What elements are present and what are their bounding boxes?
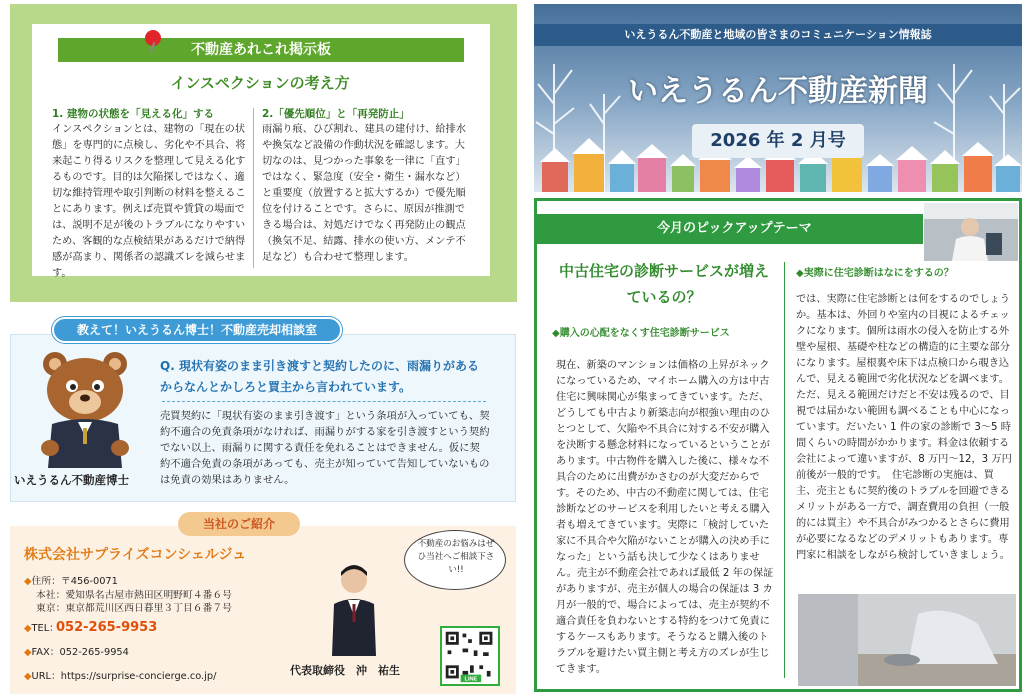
company-address-hq: 本社：愛知県名古屋市熱田区明野町４番６号 [36,590,232,601]
company-tel-label: ◆TEL： [24,623,59,634]
feature-subheading-1: ◆購入の心配をなくす住宅診断サービス [552,328,730,339]
company-address-tokyo: 東京：東京都荒川区西日暮里３丁目６番７号 [36,603,232,614]
question-divider [162,401,486,402]
company-banner-text: 当社のご紹介 [202,517,275,531]
board-subtitle: インスペクションの考え方 [170,74,350,92]
qa-question: Q. 現状有姿のまま引き渡すと契約したのに、雨漏りがあるからなんとかしろと買主から言われています。 [160,359,479,394]
board-section-1-heading: 1. 建物の状態を「見える化」する [52,108,214,120]
feature-title: 中古住宅の診断サービスが増えているの？ [558,262,769,306]
floor-inspection-photo [798,594,1016,686]
feature-bar-text: 今月のピックアップテーマ [657,221,812,236]
qa-answer: 売買契約に「現状有姿のまま引き渡す」という条項が入っていても、契約不適合の免責条項がなければ、雨漏りがする家を引き渡すという契約でない以上、雨漏りに関する責任を免れることはできません。仮に契約不適合免責の条項があっても、売主が知っていて告知していないものは免責の効果はありません。 [160,410,490,486]
board-section-1-body: インスペクションとは、建物の「現在の状態」を専門的に点検し、劣化や不具合、将来起こり得るリスクを整理して見える化するものです。目的は欠陥探しではなく、適切な維持管理や取引判断の材料を整えることにあります。例えば売買や賃貸の場面では、説明不足が後のトラブルになりやすいため、客観的な点検結果があるだけで納得感が高まり、関係者の認識ズレを減らせます。 [52,124,246,279]
qa-banner-text: 教えて！いえうるん博士！不動産売却相談室 [76,323,317,337]
qr-line-label: LINE [464,676,478,683]
feature-column-divider [784,262,785,678]
feature-body-1: 現在、新築のマンションは価格の上昇がネックになっているため、マイホーム購入の方は中古住宅に興味関心が集まってきています。ただ、どうしても中古より新築志向が根強い理由のひとつとして、欠陥や不具合に対する不安が購入を決断する懸念材料になっているということがあります。中古物件を購入した後に、様々な不具合のために出費がかさむのが大変だからです。そのため、中古の不動産に関しては、住宅診断などのサービスを利用したいと考える購入者も増えてきています。実際に「検討していた家に不具合や欠陥がないことが購入の決め手になった」という話も決して少なくはありません。売主が不動産会社であれば最低 2 年の保証がありますが、売主が個人の場合の保証は 3 カ月が一般的で、場合によっては、売主が契約不適合責任を負わないとする特約をつけて免責にするケースもあります。そうなると購入後のトラブルを避けたい買主側と考え方のズレが生じてきます。 [556,360,774,675]
tel-label-text: TEL： [31,623,59,634]
board-title: 不動産あれこれ掲示板 [191,42,331,58]
company-name: 株式会社サプライズコンシェルジュ [24,547,247,563]
newspaper-title: いえうるん不動産新聞 [628,74,928,109]
feature-body-2: では、実際に住宅診断とは何をするのでしょうか。基本は、外回りや室内の目視によるチェックになります。個所は雨水の侵入を防止する外壁や屋根、基礎や柱などの構造的に主要な部分になります。屋根裏や床下は点検口から覗き込んで、見える範囲で劣化状況などを調べます。ただ、見える範囲だけだと不安は残るので、目視では届かない範囲も調べることも中心になっています。だいたい 1 件の家の診断で 3～5 時間くらいの時間がかかります。料金は依頼する会社によって違いますが、8 万円～12，3 万円前後が一般的です。 住宅診断の実施は、買主、売主ともに契約後のトラブルを回避できるメリットがある一方で、調査費用の負担（一般的には買主）や不具合がみつかるとさらに費用が必要になるなどのデメリットもあります。専門家に相談をしながら検討していきましょう。 [796,294,1012,561]
company-zip-text: 住所：〒456-0071 [31,576,118,587]
board-section-2-body: 雨漏り痕、ひび割れ、建具の建付け、給排水や換気など設備の作動状況を確認します。大切なのは、見つかった事象を一律に「直す」ではなく、緊急度（安全・衛生・漏水など）と重要度（放置すると拡大するか）で優先順位を付けることです。さらに、原因が推測できる場合は、対処だけでなく再発防止の観点（換気不足、結露、排水の使い方、メンテ不足など）も合わせて整理します。 [262,124,466,263]
feature-subheading-2: ◆実際に住宅診断はなにをするの？ [796,268,954,279]
bear-mascot-icon [30,344,140,472]
issue-date: 2026 年 2 月号 [710,130,846,151]
mascot-label: いえうるん不動産博士 [14,473,129,487]
company-url-text[interactable]: URL：https://surprise-concierge.co.jp/ [31,671,217,682]
company-tel[interactable]: 052-265-9953 [56,620,158,635]
column-divider [253,108,254,268]
company-url[interactable]: ◆URL：https://surprise-concierge.co.jp/ [24,671,217,682]
speech-bubble-text: 不動産のお悩みはぜひ当社へご相談下さい!! [417,539,495,575]
inspector-photo [924,203,1018,261]
company-fax-text: FAX：052-265-9954 [31,647,129,658]
ceo-portrait-icon [326,560,382,656]
qr-code-icon[interactable] [440,626,500,686]
board-section-2-heading: 2.「優先順位」と「再発防止」 [262,108,410,120]
header-tagline: いえうるん不動産と地域の皆さまのコミュニケーション情報誌 [624,28,932,41]
company-zip: ◆住所：〒456-0071 [24,576,118,587]
ceo-name: 代表取締役 沖 祐生 [290,664,400,677]
company-fax: ◆FAX：052-265-9954 [24,647,129,658]
